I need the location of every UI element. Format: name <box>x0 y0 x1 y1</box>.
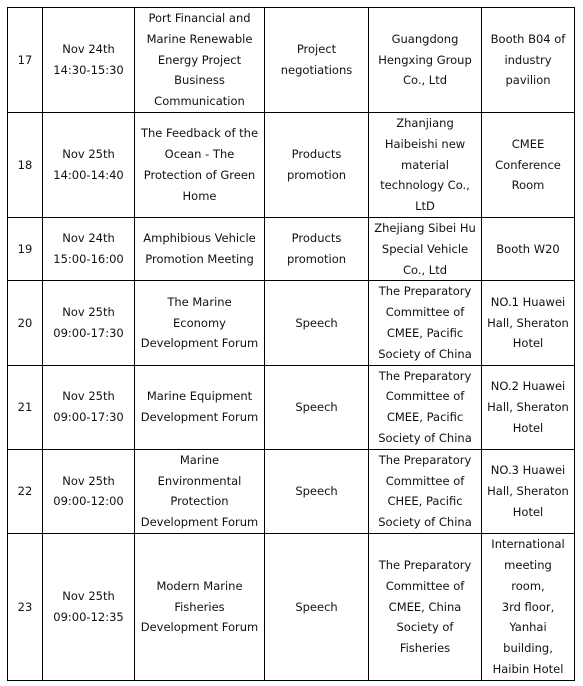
event-time: Nov 25th 09:00-17:30 <box>53 305 124 340</box>
event-name-cell <box>135 113 265 218</box>
venue-cell <box>482 281 575 365</box>
event-type: Speech <box>295 315 338 330</box>
venue-cell <box>482 365 575 449</box>
time-cell <box>43 113 135 218</box>
event-type-cell <box>265 281 369 365</box>
venue: Booth B04 of industry pavilion <box>490 31 566 88</box>
time-cell <box>43 8 135 113</box>
event-type-cell <box>265 113 369 218</box>
event-type: Speech <box>295 483 338 498</box>
event-time: Nov 25th 09:00-17:30 <box>53 389 124 425</box>
row-number-cell <box>8 533 43 680</box>
venue-cell <box>482 8 575 113</box>
row-number: 22 <box>17 483 33 498</box>
venue: CMEE Conference Room <box>495 136 561 193</box>
row-number: 20 <box>17 315 33 330</box>
venue: NO.3 Huawei Hall, Sheraton Hotel <box>487 463 569 519</box>
event-name-cell <box>135 365 265 449</box>
event-type-cell <box>265 533 369 680</box>
event-time: Nov 25th 09:00-12:35 <box>53 589 124 624</box>
event-name-cell <box>135 449 265 533</box>
venue-cell <box>482 533 575 680</box>
venue-cell <box>482 113 575 218</box>
event-type: Speech <box>295 399 338 414</box>
venue-cell <box>482 449 575 533</box>
organizer-cell <box>369 113 482 218</box>
event-time: Nov 25th 14:00-14:40 <box>53 147 124 182</box>
row-number-cell <box>8 8 43 113</box>
organizer: Zhanjiang Haibeishi new material technology Co., LtD <box>380 116 470 214</box>
table-row <box>8 113 575 218</box>
table-row <box>8 449 575 533</box>
organizer-cell <box>369 449 482 533</box>
table-row <box>8 8 575 113</box>
event-name: Port Financial and Marine Renewable Energy Project Business Communication <box>146 11 253 109</box>
venue: NO.1 Huawei Hall, Sheraton Hotel <box>487 294 569 351</box>
event-time: Nov 24th 15:00-16:00 <box>53 231 124 267</box>
time-cell <box>43 365 135 449</box>
event-type-cell <box>265 365 369 449</box>
organizer: The Preparatory Committee of CMEE, China Society of Fisheries <box>378 557 472 656</box>
venue: International meeting room, 3rd floor, Yanhai building, Haibin Hotel <box>491 537 565 676</box>
organizer-cell <box>369 8 482 113</box>
event-name-cell <box>135 8 265 113</box>
venue: NO.2 Huawei Hall, Sheraton Hotel <box>487 378 569 435</box>
time-cell <box>43 218 135 281</box>
event-name-cell <box>135 533 265 680</box>
time-cell <box>43 533 135 680</box>
row-number: 17 <box>17 52 33 67</box>
event-name: The Marine Economy Development Forum <box>140 294 259 351</box>
event-type: Speech <box>295 599 338 614</box>
event-time: Nov 25th 09:00-12:00 <box>53 473 124 509</box>
organizer-cell <box>369 533 482 680</box>
event-name-cell <box>135 218 265 281</box>
event-schedule-table <box>7 7 575 681</box>
table-row <box>8 218 575 281</box>
time-cell <box>43 281 135 365</box>
row-number: 21 <box>17 399 33 414</box>
organizer: Zhejiang Sibei Hu Special Vehicle Co., Ltd <box>374 221 476 277</box>
organizer: The Preparatory Committee of CMEE, Pacific Society of China <box>378 368 472 445</box>
event-type: Products promotion <box>286 231 347 267</box>
event-type: Project negotiations <box>280 42 353 77</box>
venue-cell <box>482 218 575 281</box>
organizer-cell <box>369 365 482 449</box>
event-type-cell <box>265 8 369 113</box>
row-number-cell <box>8 449 43 533</box>
event-name: The Feedback of the Ocean - The Protection of Green Home <box>140 126 259 203</box>
row-number-cell <box>8 218 43 281</box>
organizer: The Preparatory Committee of CHEE, Pacific Society of China <box>378 452 472 530</box>
row-number: 19 <box>17 241 33 256</box>
table-row <box>8 533 575 680</box>
organizer: The Preparatory Committee of CMEE, Pacific Society of China <box>378 284 472 361</box>
venue: Booth W20 <box>496 241 560 256</box>
row-number-cell <box>8 281 43 365</box>
event-time: Nov 24th 14:30-15:30 <box>53 42 124 77</box>
event-type-cell <box>265 449 369 533</box>
time-cell <box>43 449 135 533</box>
table-row <box>8 365 575 449</box>
row-number: 18 <box>17 157 33 172</box>
event-name: Marine Environmental Protection Development Forum <box>140 452 259 530</box>
row-number-cell <box>8 365 43 449</box>
event-name: Amphibious Vehicle Promotion Meeting <box>143 231 256 267</box>
row-number-cell <box>8 113 43 218</box>
row-number: 23 <box>17 599 33 614</box>
event-type: Products promotion <box>286 147 347 182</box>
organizer: Guangdong Hengxing Group Co., Ltd <box>378 31 472 88</box>
event-name: Marine Equipment Development Forum <box>140 389 259 425</box>
event-type-cell <box>265 218 369 281</box>
table-row <box>8 281 575 365</box>
organizer-cell <box>369 281 482 365</box>
schedule-sheet <box>7 7 575 681</box>
event-name: Modern Marine Fisheries Development Forum <box>140 578 259 635</box>
event-name-cell <box>135 281 265 365</box>
organizer-cell <box>369 218 482 281</box>
